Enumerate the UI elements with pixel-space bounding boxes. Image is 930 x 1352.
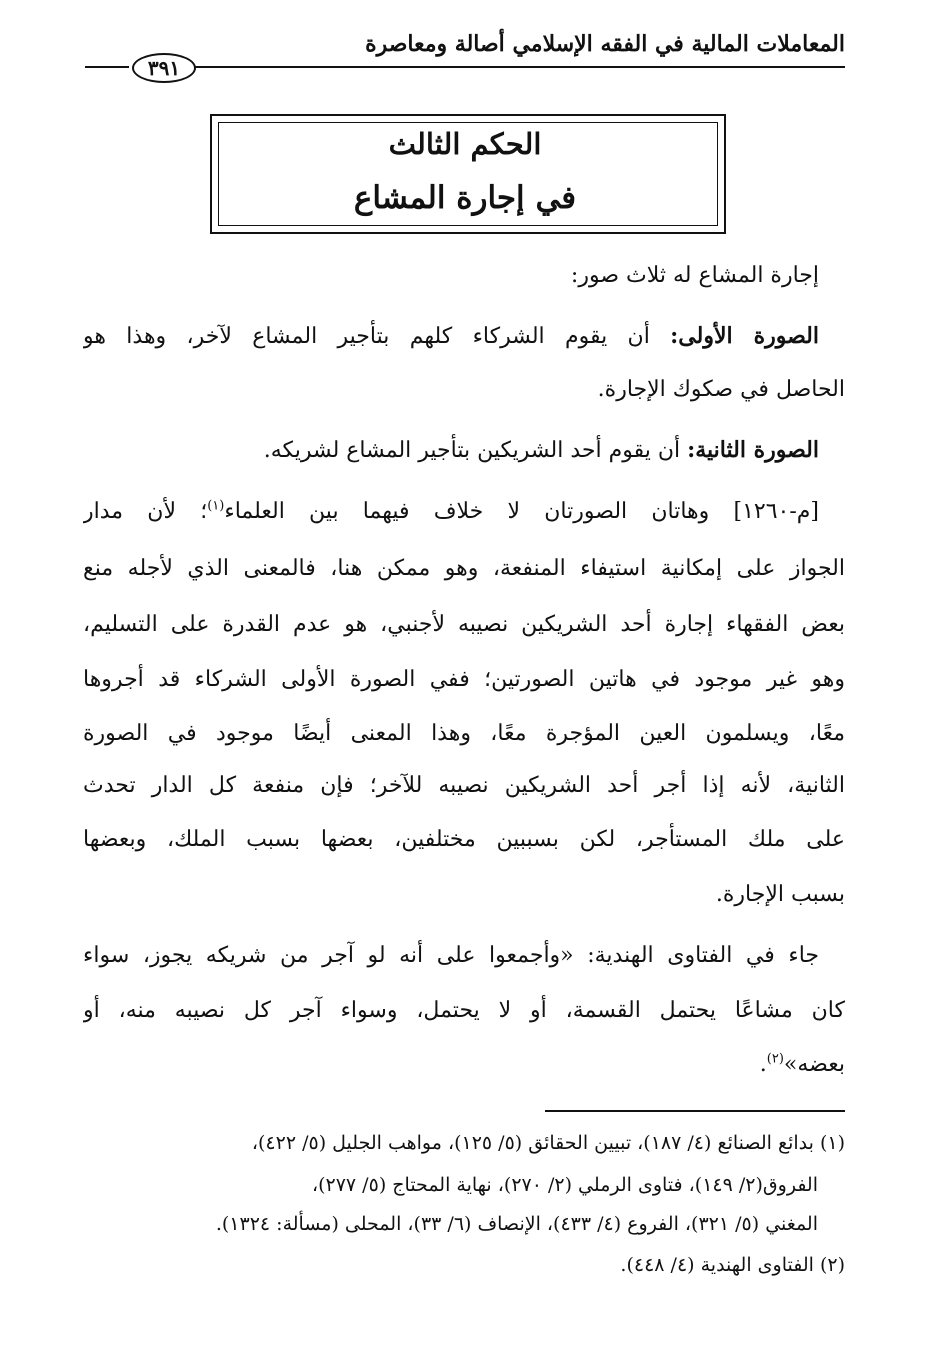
form-two-text: أن يقوم أحد الشريكين بتأجير المشاع لشريكه. (263, 438, 688, 463)
quote-line-3 (83, 1047, 845, 1083)
ruling-text-start: [م-١٢٦٠] وهاتان الصورتان لا خلاف فيهما بين العلماء (224, 499, 819, 524)
page-number: ٣٩١ (132, 53, 196, 83)
footnote-2: (٢) الفتاوى الهندية (٤/ ٤٤٨). (620, 1254, 845, 1276)
footnote-1-line-2: الفروق(٢/ ١٤٩)، فتاوى الرملي (٢/ ٢٧٠)، نهاية المحتاج (٥/ ٢٧٧)، (311, 1174, 818, 1196)
quote-line-1: جاء في الفتاوى الهندية: «وأجمعوا على أنه لو آجر من شريكه يجوز، سواء (83, 943, 819, 968)
header-rule (195, 66, 845, 68)
intro-line: إجارة المشاع له ثلاث صور: (570, 263, 819, 288)
form-one-label: الصورة الأولى: (670, 323, 819, 349)
footnote-1-line-1: (١) بدائع الصنائع (٤/ ١٨٧)، تبيين الحقائق (٥/ ١٢٥)، مواهب الجليل (٥/ ٤٢٢)، (251, 1132, 845, 1154)
footnote-1-line-3: المغني (٥/ ٣٢١)، الفروع (٤/ ٤٣٣)، الإنصاف (٦/ ٣٣)، المحلى (مسألة: ١٣٢٤). (215, 1213, 818, 1235)
form-two-label: الصورة الثانية: (687, 437, 819, 463)
ruling-text-end: ؛ لأن مدار (83, 499, 208, 524)
footnote-ref-1: (١) (207, 498, 225, 514)
ruling-line-1 (83, 494, 819, 530)
ruling-line-5: معًا، ويسلمون العين المؤجرة معًا، وهذا المعنى أيضًا موجود في الصورة (83, 721, 845, 746)
form-one-line-1 (83, 318, 819, 354)
footnote-ref-2: (٢) (766, 1051, 784, 1067)
quote-period: . (759, 1052, 767, 1077)
ruling-line-8: بسبب الإجارة. (715, 882, 845, 907)
form-two-line (83, 432, 819, 468)
ruling-line-2: الجواز على إمكانية استيفاء المنفعة، وهو ممكن هنا، فالمعنى الذي لأجله منع (83, 556, 845, 581)
ruling-line-6: الثانية، لأنه إذا أجر أحد الشريكين نصيبه للآخر؛ فإن منفعة كل الدار تحدث (83, 773, 845, 798)
chapter-title-line-1: الحكم الثالث (388, 127, 542, 161)
form-one-line-2: الحاصل في صكوك الإجارة. (597, 377, 845, 402)
header-rule-left (85, 66, 129, 68)
quote-line-2: كان مشاعًا يحتمل القسمة، أو لا يحتمل، وسواء آجر كل نصيبه منه، أو (83, 998, 845, 1023)
ruling-line-3: بعض الفقهاء إجارة أحد الشريكين نصيبه لأجنبي، هو عدم القدرة على التسليم، (83, 612, 845, 637)
ruling-line-7: على ملك المستأجر، لكن بسببين مختلفين، بعضها بسبب الملك، وبعضها (83, 827, 845, 852)
running-header-title: المعاملات المالية في الفقه الإسلامي أصالة ومعاصرة (365, 31, 845, 57)
ruling-line-4: وهو غير موجود في هاتين الصورتين؛ ففي الصورة الأولى الشركاء قد أجروها (83, 667, 845, 692)
form-one-text: أن يقوم الشركاء كلهم بتأجير المشاع لآخر، وهذا هو (83, 324, 671, 349)
chapter-title-line-2: في إجارة المشاع (353, 180, 577, 216)
quote-text-end: بعضه» (783, 1052, 845, 1077)
footnote-separator (545, 1110, 845, 1112)
